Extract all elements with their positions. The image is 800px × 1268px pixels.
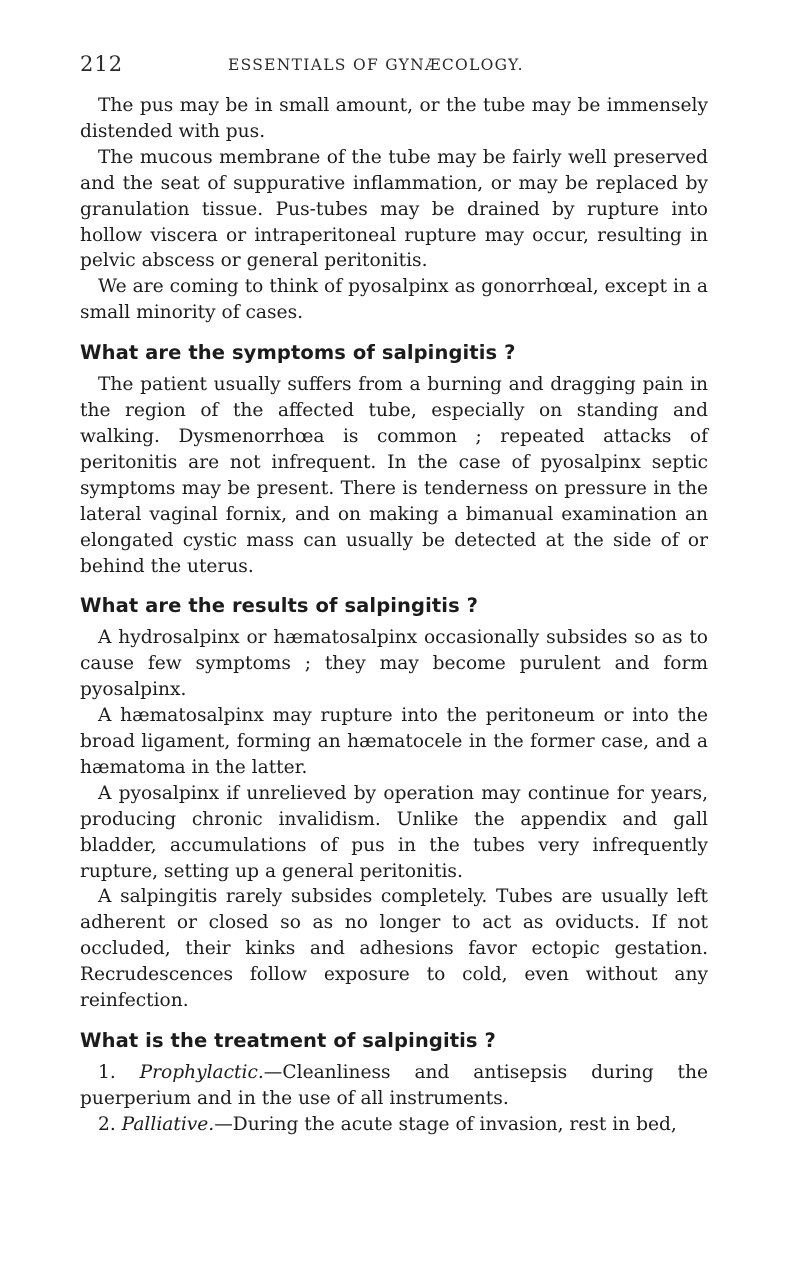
page-number: 212: [80, 52, 124, 76]
paragraph: We are coming to think of pyosalpinx as gonorrhœal, except in a small minority of cases.: [80, 276, 708, 324]
paragraph: A hæmatosalpinx may rupture into the peritoneum or into the broad ligament, forming an hæmatocele in the former case, and a hæmatoma in the latter.: [80, 705, 708, 778]
running-head: [80, 52, 720, 80]
item-text: —Cleanliness and antisepsis during the puerperium and in the use of all instruments.: [80, 1062, 708, 1109]
item-number: 1.: [98, 1062, 116, 1083]
section-heading: What are the results of salpingitis ?: [80, 594, 479, 618]
item-text: —During the acute stage of invasion, rest in bed,: [214, 1113, 677, 1135]
paragraph: A hydrosalpinx or hæmatosalpinx occasionally subsides so as to cause few symptoms ; they may become purulent and form pyosalpinx.: [80, 627, 708, 701]
section-heading: What is the treatment of salpingitis ?: [80, 1029, 496, 1052]
treatment-item: [80, 1112, 708, 1138]
paragraph: The patient usually suffers from a burning and dragging pain in the region of the affected tube, especially on standing and walking. Dysmenorrhœa is common ; repeated attacks of peritonitis are not infrequent. In the case of pyosalpinx septic symptoms may be present. There is tenderness on pressure in the lateral vaginal fornix, and on making a bimanual examination an elongated cystic mass can usually be detected at the side of or behind the uterus.: [80, 374, 708, 577]
body-text: [80, 93, 708, 1138]
paragraph: A pyosalpinx if unrelieved by operation may continue for years, producing chronic invalidism. Unlike the appendix and gall bladder, accumulations of pus in the tubes very infrequently rupture, setting up a general peritonitis.: [80, 782, 708, 882]
item-number: 2.: [98, 1113, 116, 1135]
section-heading: What are the symptoms of salpingitis ?: [80, 341, 516, 365]
running-title: ESSENTIALS OF GYNÆCOLOGY.: [228, 56, 524, 74]
item-label: Palliative.: [121, 1113, 215, 1135]
paragraph: The mucous membrane of the tube may be fairly well preserved and the seat of suppurative inflammation, or may be replaced by granulation tissue. Pus-tubes may be drained by rupture into hollow viscera or intraperitoneal rupture may occur, resulting in pelvic abscess or general peritonitis.: [80, 146, 708, 272]
treatment-item: [80, 1060, 708, 1112]
item-label: Prophylactic.: [139, 1062, 264, 1083]
paragraph: A salpingitis rarely subsides completely. Tubes are usually left adherent or closed so as no longer to act as oviducts. If not occluded, their kinks and adhesions favor ectopic gestation. Recrudescences follow exposure to cold, even without any reinfection.: [80, 886, 708, 1012]
paragraph: The pus may be in small amount, or the tube may be immensely distended with pus.: [80, 95, 708, 142]
